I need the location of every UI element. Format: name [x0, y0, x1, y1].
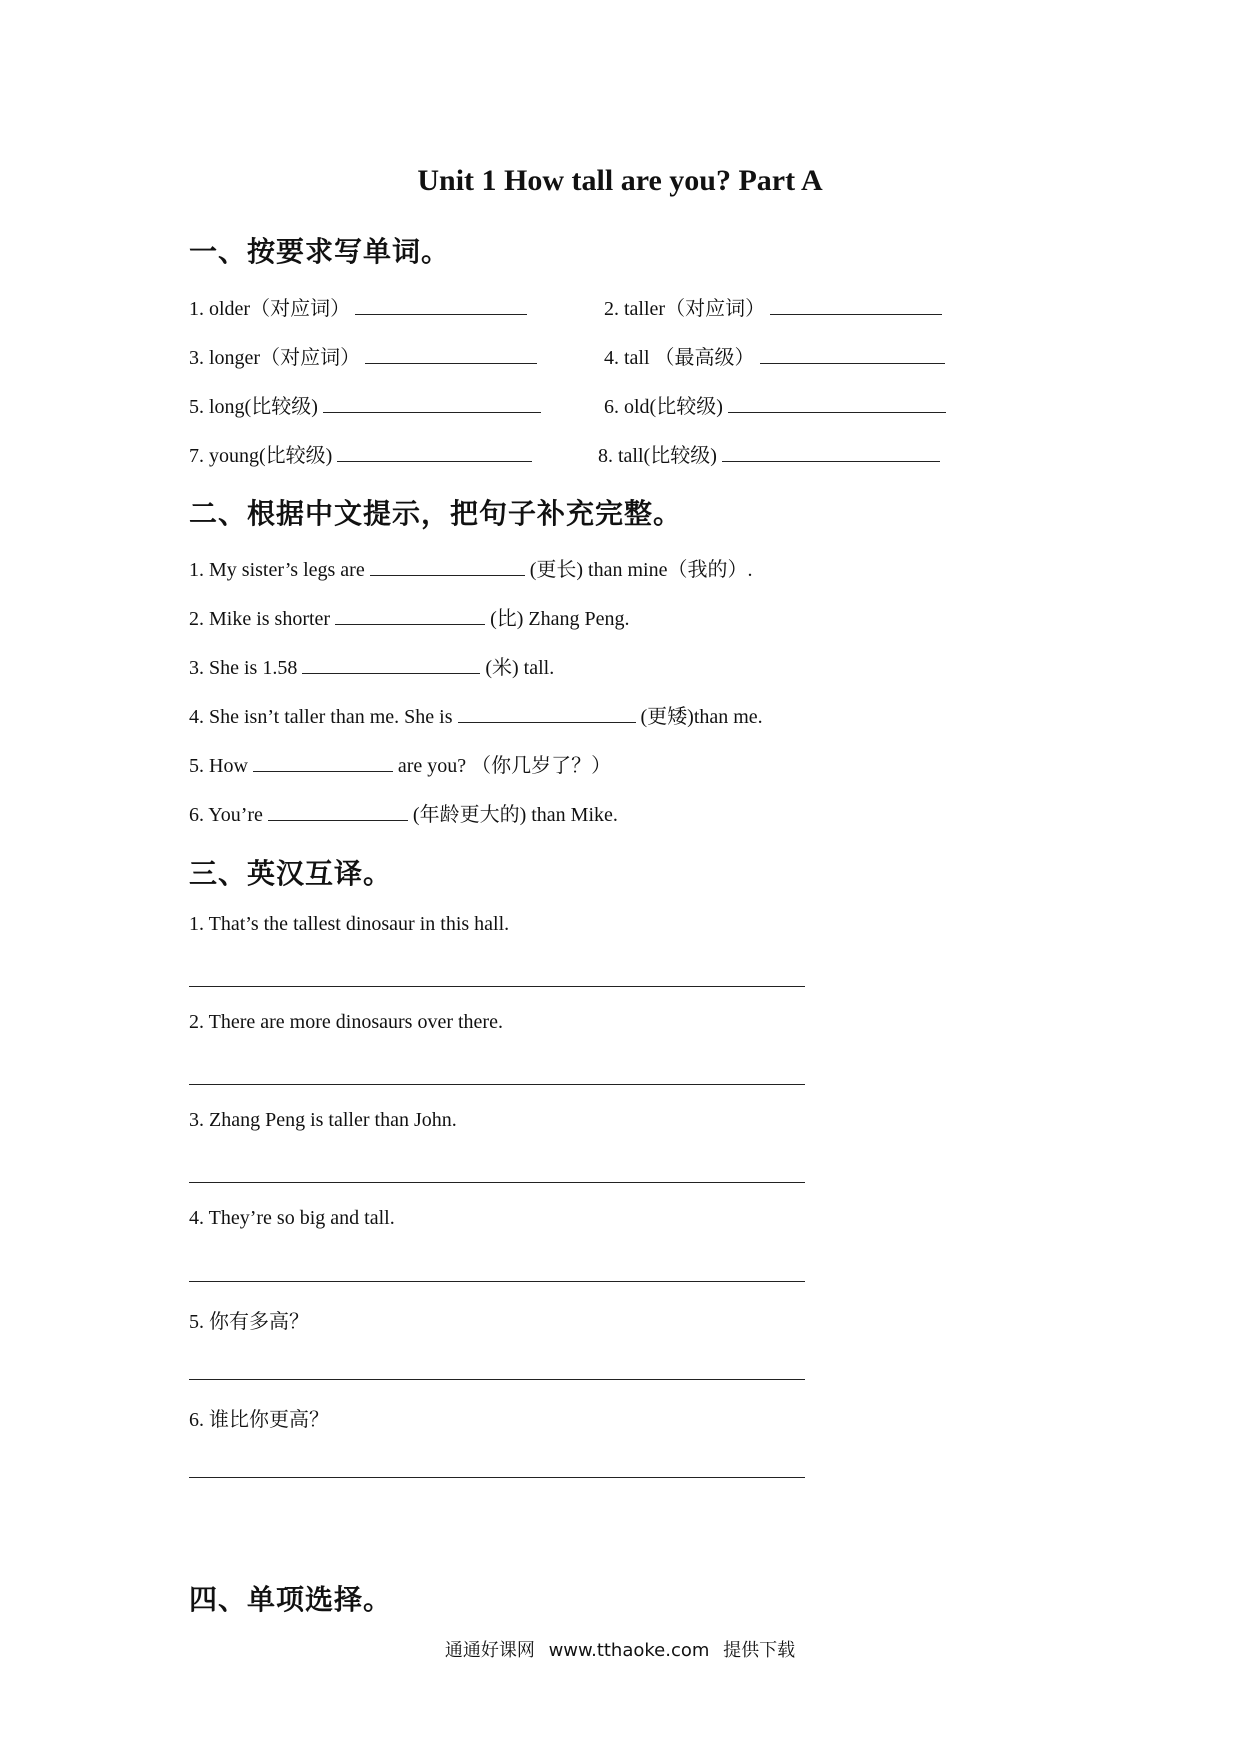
s3-item-1-prompt: 1. That’s the tallest dinosaur in this hall.: [189, 913, 510, 935]
s3-item-5-answer-line[interactable]: [189, 1379, 805, 1380]
section-3-heading: 三、英汉互译。: [189, 857, 393, 890]
s2-item-3-before: 3. She is 1.58: [189, 657, 298, 679]
s1-item-6: [604, 390, 946, 419]
s1-item-2-blank[interactable]: [770, 296, 942, 315]
s2-item-1-after: (更长) than mine（我的）.: [529, 559, 753, 581]
s2-item-2: [189, 602, 630, 631]
s1-item-5: [189, 390, 541, 419]
s3-item-4-answer-line[interactable]: [189, 1281, 805, 1282]
s1-item-2-prompt: 2. taller（对应词）: [604, 298, 766, 320]
s2-item-4-after: (更矮)than me.: [640, 706, 763, 728]
footer-note: 提供下载: [723, 1640, 796, 1661]
s1-item-6-prompt: 6. old(比较级): [604, 396, 723, 418]
s3-item-5-prompt: 5. 你有多高？: [189, 1311, 309, 1333]
s2-item-5: [189, 749, 611, 778]
s1-item-4-blank[interactable]: [760, 345, 945, 364]
footer-url[interactable]: www.tthaoke.com: [548, 1640, 710, 1661]
s2-item-6-after: (年龄更大的) than Mike.: [412, 804, 618, 826]
s2-item-2-after: (比) Zhang Peng.: [490, 608, 630, 630]
s2-item-1-before: 1. My sister’s legs are: [189, 559, 365, 581]
footer-site-name: 通通好课网: [444, 1640, 535, 1661]
page-title: Unit 1 How tall are you? Part A: [417, 164, 823, 197]
s2-item-5-before: 5. How: [189, 755, 248, 777]
s3-item-3-prompt: 3. Zhang Peng is taller than John.: [189, 1109, 457, 1131]
s2-item-1: [189, 553, 752, 582]
s1-item-7-blank[interactable]: [337, 443, 532, 462]
s2-item-5-blank[interactable]: [253, 753, 393, 772]
s3-item-2-answer-line[interactable]: [189, 1084, 805, 1085]
section-1-heading: 一、按要求写单词。: [189, 235, 451, 268]
s1-item-3-prompt: 3. longer（对应词）: [189, 347, 361, 369]
s1-item-8-blank[interactable]: [722, 443, 940, 462]
s1-item-8-prompt: 8. tall(比较级): [598, 445, 717, 467]
s2-item-4: [189, 700, 763, 729]
s1-item-5-prompt: 5. long(比较级): [189, 396, 318, 418]
s3-item-4-prompt: 4. They’re so big and tall.: [189, 1207, 395, 1229]
footer: [0, 1636, 1240, 1662]
s1-item-2: [604, 292, 942, 321]
s2-item-4-blank[interactable]: [458, 704, 636, 723]
s1-item-6-blank[interactable]: [728, 394, 946, 413]
s3-item-3-answer-line[interactable]: [189, 1182, 805, 1183]
s1-item-4: [604, 341, 945, 370]
s1-item-1-blank[interactable]: [355, 296, 527, 315]
s1-item-3: [189, 341, 537, 370]
s1-item-3-blank[interactable]: [365, 345, 537, 364]
s1-item-8: [598, 439, 940, 468]
s2-item-3-after: (米) tall.: [485, 657, 555, 679]
s2-item-6-before: 6. You’re: [189, 804, 263, 826]
s1-item-7: [189, 439, 532, 468]
s1-item-1: [189, 292, 527, 321]
s2-item-2-blank[interactable]: [335, 606, 485, 625]
s3-item-6-prompt: 6. 谁比你更高？: [189, 1409, 329, 1431]
section-2-heading: 二、根据中文提示，把句子补充完整。: [189, 497, 683, 530]
s3-item-1-answer-line[interactable]: [189, 986, 805, 987]
s3-item-6-answer-line[interactable]: [189, 1477, 805, 1478]
s2-item-1-blank[interactable]: [370, 557, 525, 576]
s2-item-5-after: are you? （你几岁了？）: [397, 755, 612, 777]
s1-item-4-prompt: 4. tall （最高级）: [604, 347, 755, 369]
s2-item-3-blank[interactable]: [302, 655, 480, 674]
section-4-heading: 四、单项选择。: [189, 1583, 393, 1616]
s1-item-1-prompt: 1. older（对应词）: [189, 298, 351, 320]
s1-item-5-blank[interactable]: [323, 394, 541, 413]
s2-item-2-before: 2. Mike is shorter: [189, 608, 331, 630]
s2-item-4-before: 4. She isn’t taller than me. She is: [189, 706, 453, 728]
s2-item-6: [189, 798, 618, 827]
s2-item-3: [189, 651, 554, 680]
s2-item-6-blank[interactable]: [268, 802, 408, 821]
s3-item-2-prompt: 2. There are more dinosaurs over there.: [189, 1011, 503, 1033]
s1-item-7-prompt: 7. young(比较级): [189, 445, 333, 467]
